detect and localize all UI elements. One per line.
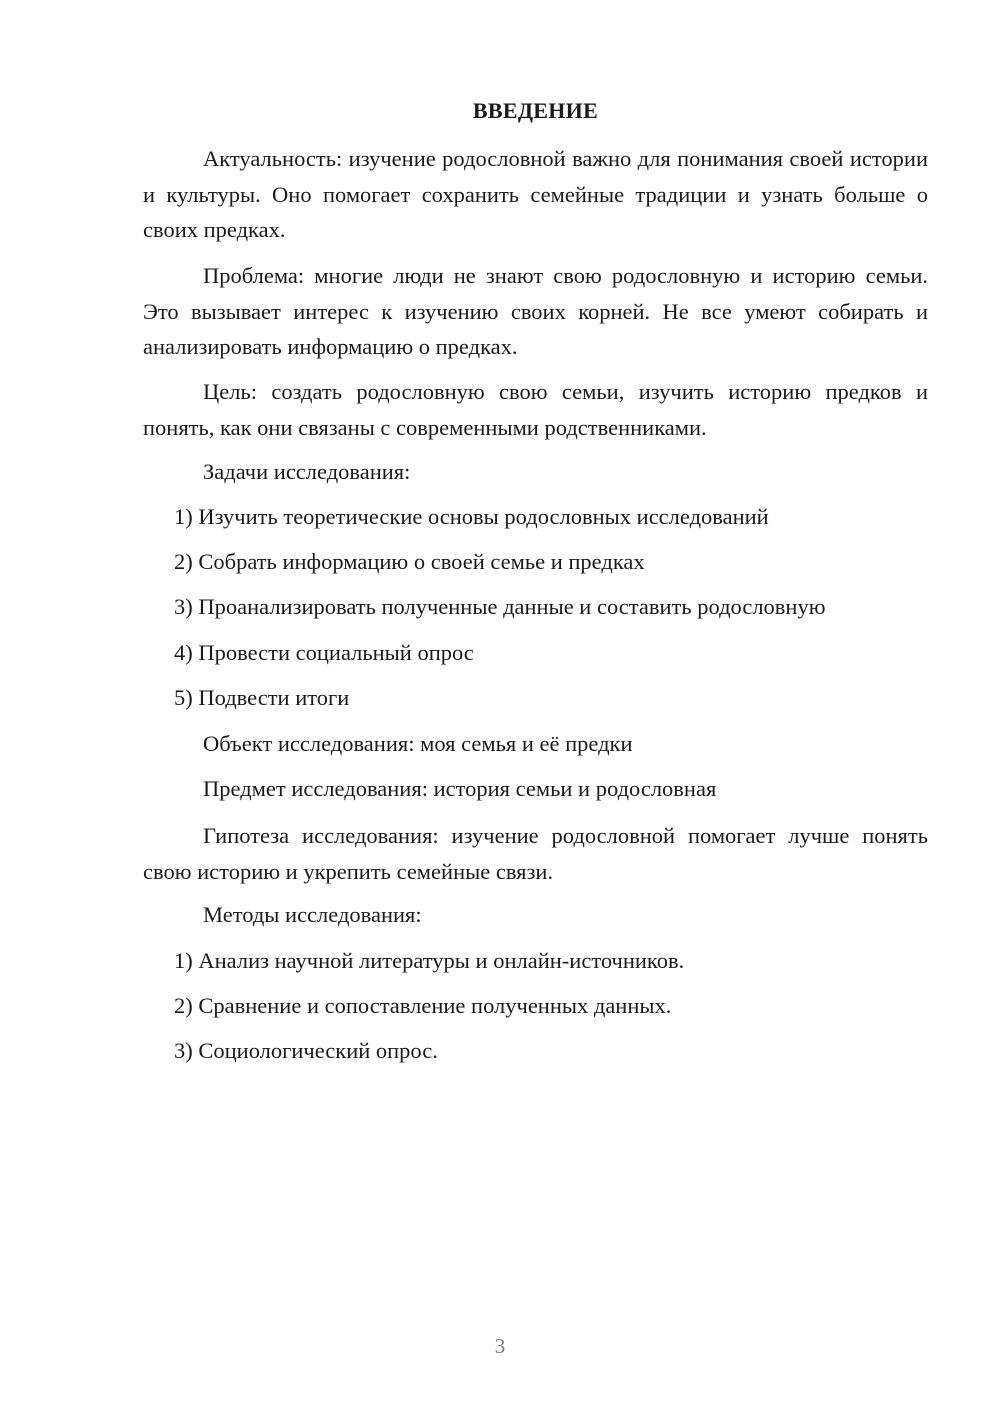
goal-paragraph: Цель: создать родословную свою семьи, изучить историю предков и понять, как они связаны с современными родственниками.	[143, 379, 928, 440]
page-number: 3	[494, 1334, 506, 1358]
problem-paragraph: Проблема: многие люди не знают свою родословную и историю семьи. Это вызывает интерес к изучению своих корней. Не все умеют собирать и анализировать информацию о предках.	[143, 263, 928, 359]
method-item: 3) Социологический опрос.	[174, 1038, 438, 1063]
hypothesis-paragraph: Гипотеза исследования: изучение родословной помогает лучше понять свою историю и укрепить семейные связи.	[143, 823, 928, 884]
methods-title: Методы исследования:	[203, 902, 422, 927]
task-item: 5) Подвести итоги	[174, 685, 350, 710]
task-item: 2) Собрать информацию о своей семье и предках	[174, 549, 645, 574]
method-item: 2) Сравнение и сопоставление полученных данных.	[174, 993, 672, 1018]
tasks-title: Задачи исследования:	[203, 459, 411, 484]
research-subject: Предмет исследования: история семьи и родословная	[203, 776, 717, 801]
task-item: 3) Проанализировать полученные данные и составить родословную	[174, 594, 826, 619]
relevance-paragraph: Актуальность: изучение родословной важно для понимания своей истории и культуры. Оно помогает сохранить семейные традиции и узнать больше о своих предках.	[143, 146, 928, 242]
section-heading: ВВЕДЕНИЕ	[472, 98, 599, 123]
method-item: 1) Анализ научной литературы и онлайн-источников.	[174, 948, 685, 973]
task-item: 1) Изучить теоретические основы родословных исследований	[174, 504, 769, 529]
task-item: 4) Провести социальный опрос	[174, 640, 474, 665]
research-object: Объект исследования: моя семья и её предки	[203, 731, 633, 756]
